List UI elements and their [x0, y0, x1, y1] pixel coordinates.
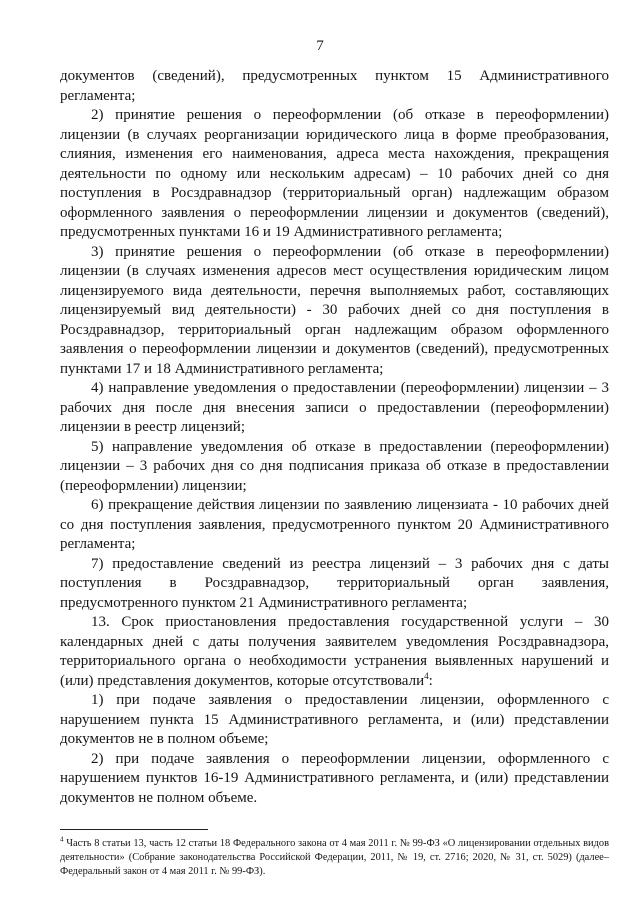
footnote [60, 837, 609, 879]
paragraph-item-7: 7) предоставление сведений из реестра лицензий – 3 рабочих дня с даты поступления в Росздравнадзор, территориальный орган заявления, предусмотренного пунктом 21 Административного регламента; [60, 555, 609, 611]
paragraph-item-6: 6) прекращение действия лицензии по заявлению лицензиата - 10 рабочих дней со дня поступления заявления, предусмотренного пунктом 20 Административного регламента; [60, 497, 609, 552]
page-number: 7 [316, 38, 324, 54]
section-13-text: 13. Срок приостановления предоставления государственной услуги – 30 календарных дней с даты получения заявителем уведомления Росздравнадзора, территориального органа о необходимости устранения выявленных нарушений и (или) представления документов, которые отсутствовали [60, 614, 609, 689]
paragraph-suspension-1: 1) при подаче заявления о предоставлении лицензии, оформленного с нарушением пункта 15 Административного регламента, и (или) представлении документов не в полном объеме; [60, 692, 609, 747]
paragraph-item-3: 3) принятие решения о переоформлении (об отказе в переоформлении) лицензии (в случаях изменения адресов мест осуществления юридическим лицом лицензируемого вида деятельности, перечня выполняемых работ, составляющих лицензируемый вид деятельности) - 30 рабочих дней со дня поступления в Росздравнадзор, территориальный орган надлежащим образом оформленного заявления о переоформлении лицензии и документов (сведений), предусмотренных пунктами 17 и 18 Административного регламента; [60, 243, 609, 377]
footnote-reference[interactable]: 4 [424, 670, 429, 681]
paragraph-item-5: 5) направление уведомления об отказе в предоставлении (переоформлении) лицензии – 3 рабочих дня со дня подписания приказа об отказе в предоставлении (переоформлении) лицензии; [60, 438, 609, 494]
paragraph-suspension-2: 2) при подаче заявления о переоформлении лицензии, оформленного с нарушением пунктов 16-19 Административного регламента, и (или) представлении документов не полном объеме. [60, 750, 609, 806]
paragraph-item-2: 2) принятие решения о переоформлении (об отказе в переоформлении) лицензии (в случаях реорганизации юридического лица в форме преобразования, слияния, изменения его наименования, адреса места нахождения, прекращения деятельности по одному или нескольким адресам) – 10 рабочих дней со дня поступления в Росздравнадзор (территориальный орган) надлежащим образом оформленного заявления о переоформлении лицензии и документов (сведений), предусмотренных пунктами 16 и 19 Административного регламента; [60, 107, 609, 240]
paragraph-continuation: документов (сведений), предусмотренных пунктом 15 Административного регламента; [60, 68, 609, 104]
paragraph-section-13 [60, 613, 609, 691]
footnote-marker: 4 [60, 835, 64, 844]
section-13-tail: : [428, 672, 433, 689]
paragraph-item-4: 4) направление уведомления о предоставлении (переоформлении) лицензии – 3 рабочих дня после дня внесения записи о предоставлении (переоформлении) лицензии в реестр лицензий; [60, 380, 609, 435]
document-body [60, 67, 609, 808]
footnote-text: Часть 8 статьи 13, часть 12 статьи 18 Федерального закона от 4 мая 2011 г. № 99-ФЗ «О лицензировании отдельных видов деятельности» (Собрание законодательства Российской Федерации, 2011, № 19, ст. 2716; 2020, № 31, ст. 5029) (далее–Федеральный закон от 4 мая 2011 г. № 99-ФЗ). [60, 838, 609, 877]
footnote-separator [60, 829, 208, 830]
